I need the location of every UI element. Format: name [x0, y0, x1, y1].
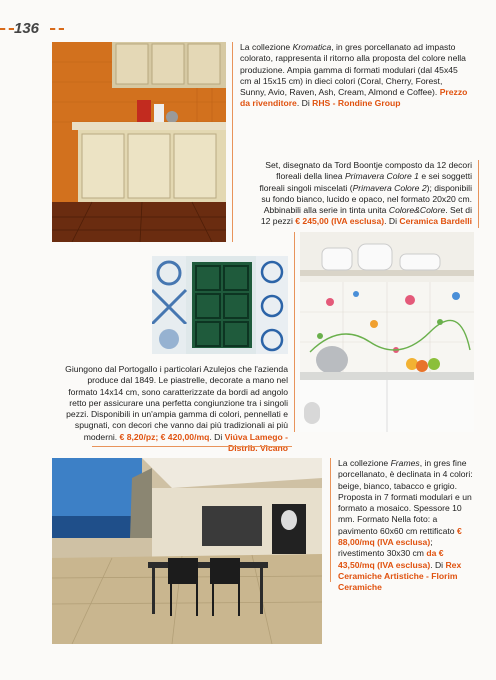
primavera-kitchen-photo	[300, 232, 474, 432]
azulejos-tiles-photo	[152, 256, 288, 354]
page-number-dash	[50, 28, 64, 30]
brand-label: Viúva Lamego - Distrib. Vicano	[224, 431, 288, 454]
price-label: € 245,00 (IVA esclusa)	[295, 216, 385, 227]
article-primavera-text: Set, disegnato da Tord Boontje composto da 12 decori floreali della linea Primavera Colore 1 e sei soggetti floreali singoli miscelati (Primavera Colore 2); disponibili su fondo bianco, lucido e opaco, nel formato 20x20 cm. Abbinabili alla serie in tinta unita Colore&Colore. Set di 12 pezzi € 245,00 (IVA esclusa). Di Ceramica Bardelli	[259, 160, 472, 227]
rule-horizontal	[92, 446, 292, 447]
frames-living-room-photo	[52, 458, 322, 644]
brand-label: Ceramica Bardelli	[399, 216, 472, 227]
article-frames-text: La collezione Frames, in gres fine porcellanato, è declinata in 4 colori: beige, bianco, tabacco e grigio. Proposta in 7 formati modulari e un formato a mosaico. Spessore 10 mm. Formato Nella foto: a pavimento 60x60 cm rettificato € 88,00/mq (IVA esclusa); rivestimento 30x30 cm da € 43,50/mq (IVA esclusa). Di Rex Ceramiche Artistiche - Florim Ceramiche	[338, 458, 473, 593]
article-azulejos-text: Giungono dal Portogallo i particolari Azulejos che l'azienda produce dal 1849. Le piastrelle, decorate a mano nel formato 14x14 cm, sono caratterizzate da bordi ad angolo retto per assicurare una perfetta congiunzione tra i singoli pezzi. Disponibili in un'ampia gamma di colori, pennellati e spugnati, con decori che vanno dai più tradizionali ai più moderni. € 8,20/pz; € 420,00/mq. Di Viúva Lamego - Distrib. Vicano	[65, 364, 288, 454]
brand-label: RHS - Rondine Group	[312, 98, 401, 109]
rule-vertical	[294, 232, 295, 432]
rule-vertical	[232, 42, 233, 242]
price-label: € 88,00/mq (IVA esclusa)	[338, 525, 462, 548]
rule-vertical	[478, 160, 479, 228]
page-number: 136	[14, 20, 40, 37]
article-kromatica-text: La collezione Kromatica, in gres porcellanato ad impasto colorato, rappresenta il ritorno alla proposta del colore nella produzione. Ampia gamma di formati modulari (dal 45x45 cm al 15x15 cm) in dieci colori (Coral, Cherry, Forest, Sunny, Avio, Raven, Ash, Cream, Almond e Coffee). Prezzo da rivenditore. Di RHS - Rondine Group	[240, 42, 468, 109]
page-number-dash	[0, 28, 14, 30]
price-label: da € 43,50/mq (IVA esclusa)	[338, 548, 444, 570]
kromatica-kitchen-photo	[52, 42, 226, 242]
brand-label: Rex Ceramiche Artistiche - Florim Ceramiche	[338, 559, 462, 593]
price-label: Prezzo da rivenditore	[240, 87, 468, 109]
price-label: € 8,20/pz; € 420,00/mq	[119, 431, 210, 442]
rule-vertical	[330, 458, 331, 582]
